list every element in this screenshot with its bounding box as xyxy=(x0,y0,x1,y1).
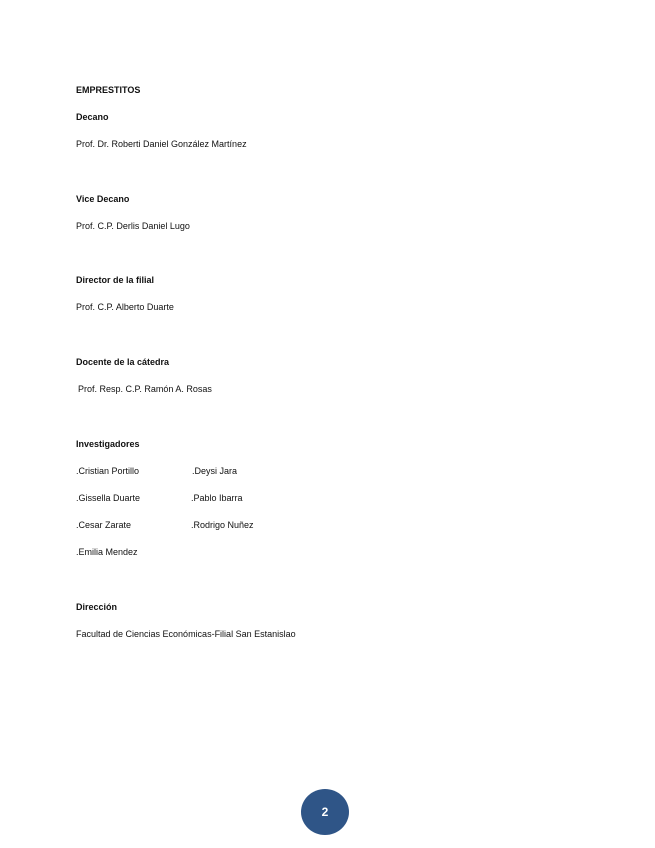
investigador-item: .Rodrigo Nuñez xyxy=(191,520,254,530)
investigador-item: .Pablo Ibarra xyxy=(191,493,243,503)
direccion-heading: Dirección xyxy=(76,602,118,612)
investigador-item: .Emilia Mendez xyxy=(76,547,138,557)
decano-name: Prof. Dr. Roberti Daniel González Martínez xyxy=(76,139,247,149)
document-title: EMPRESTITOS xyxy=(76,85,141,95)
docente-heading: Docente de la cátedra xyxy=(76,357,170,367)
investigador-item: .Cesar Zarate xyxy=(76,520,132,530)
docente-name: Prof. Resp. C.P. Ramón A. Rosas xyxy=(78,384,212,394)
direccion-value: Facultad de Ciencias Económicas-Filial San Estanislao xyxy=(76,629,296,639)
investigador-item: .Cristian Portillo xyxy=(76,466,140,476)
page-number-badge xyxy=(301,789,349,835)
director-heading: Director de la filial xyxy=(76,275,155,285)
investigador-item: .Deysi Jara xyxy=(192,466,238,476)
investigadores-heading: Investigadores xyxy=(76,439,140,449)
page-number: 2 xyxy=(321,805,329,819)
decano-heading: Decano xyxy=(76,112,109,122)
vice-decano-name: Prof. C.P. Derlis Daniel Lugo xyxy=(76,221,190,231)
director-name: Prof. C.P. Alberto Duarte xyxy=(76,302,174,312)
vice-decano-heading: Vice Decano xyxy=(76,194,130,204)
investigador-item: .Gissella Duarte xyxy=(76,493,141,503)
